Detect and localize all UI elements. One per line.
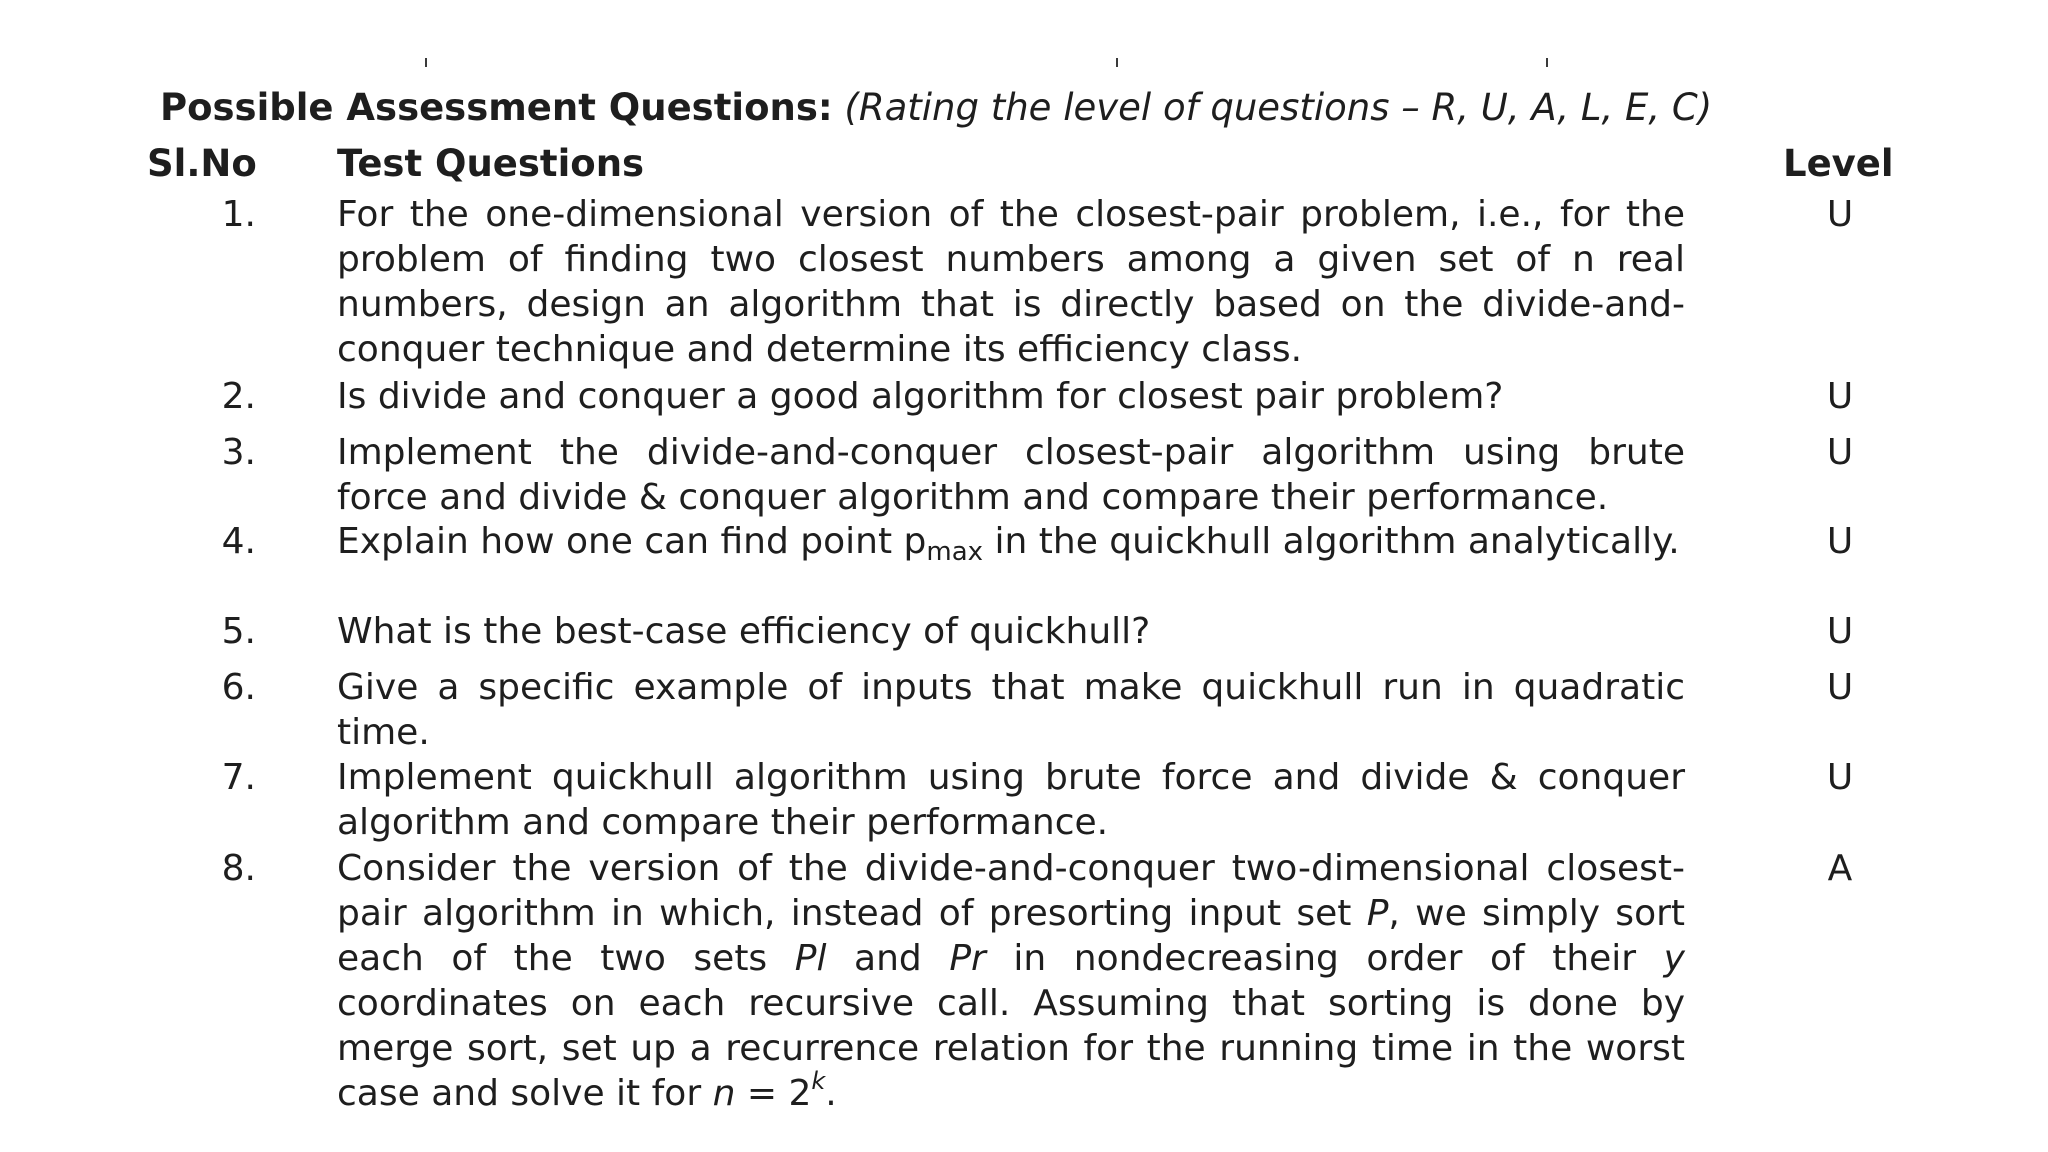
variable-y: y bbox=[1663, 938, 1685, 979]
question-text-part: = 2 bbox=[735, 1073, 812, 1114]
cutoff-mark bbox=[1546, 58, 1548, 67]
section-heading bbox=[160, 82, 1712, 134]
question-number: 5. bbox=[221, 611, 256, 652]
question-text-part: and bbox=[826, 938, 950, 979]
question-text: Implement the divide-and-conquer closest-pair algorithm using brute force and divide & conquer algorithm and compare their performance. bbox=[337, 432, 1685, 518]
question-text: Give a specific example of inputs that make quickhull run in quadratic time. bbox=[337, 667, 1685, 753]
column-header-questions: Test Questions bbox=[337, 142, 645, 185]
question-level: U bbox=[1826, 521, 1854, 562]
question-level: A bbox=[1827, 848, 1853, 889]
question-level: U bbox=[1826, 757, 1854, 798]
question-number: 4. bbox=[221, 521, 256, 562]
question-text-part: in nondecreasing order of their bbox=[985, 938, 1664, 979]
question-text: Implement quickhull algorithm using brute force and divide & conquer algorithm and compare their performance. bbox=[337, 757, 1685, 843]
variable-n: n bbox=[712, 1073, 736, 1114]
question-text-part: , we simply sort each of the two sets bbox=[337, 893, 1686, 979]
superscript-k: k bbox=[811, 1067, 826, 1095]
question-number: 8. bbox=[221, 848, 256, 889]
question-number: 7. bbox=[221, 757, 256, 798]
cutoff-mark bbox=[425, 58, 427, 67]
question-text-part: in the quickhull algorithm analytically. bbox=[983, 521, 1680, 562]
variable-P: P bbox=[1366, 893, 1389, 934]
question-text bbox=[337, 846, 1685, 1116]
question-text: Is divide and conquer a good algorithm for closest pair problem? bbox=[337, 376, 1504, 417]
column-header-slno: Sl.No bbox=[147, 142, 257, 185]
question-number: 6. bbox=[221, 667, 256, 708]
question-text: For the one-dimensional version of the closest-pair problem, i.e., for the problem of finding two closest numbers among a given set of n real numbers, design an algorithm that is directly based on the divide-and-conquer technique and determine its efficiency class. bbox=[337, 194, 1685, 370]
question-text-part: coordinates on each recursive call. Assuming that sorting is done by merge sort, set up a recurrence relation for the running time in the worst case and solve it for bbox=[337, 983, 1685, 1114]
question-level: U bbox=[1826, 667, 1854, 708]
heading-title: Possible Assessment Questions: bbox=[160, 86, 833, 129]
variable-Pr: Pr bbox=[949, 938, 986, 979]
question-text bbox=[337, 519, 1685, 567]
question-text-part: Explain how one can find point p bbox=[337, 521, 927, 562]
cutoff-mark bbox=[1116, 58, 1118, 67]
question-text: What is the best-case efficiency of quickhull? bbox=[337, 611, 1151, 652]
question-level: U bbox=[1826, 376, 1854, 417]
question-number: 1. bbox=[221, 194, 256, 235]
variable-Pl: Pl bbox=[794, 938, 827, 979]
question-level: U bbox=[1826, 194, 1854, 235]
question-level: U bbox=[1826, 432, 1854, 473]
subscript-max: max bbox=[926, 537, 984, 567]
column-header-level: Level bbox=[1783, 142, 1894, 185]
question-number: 2. bbox=[221, 376, 256, 417]
question-level: U bbox=[1826, 611, 1854, 652]
question-text-part: Consider the version of the divide-and-conquer two-dimensional closest-pair algorithm in which, instead of presorting input set bbox=[337, 848, 1685, 934]
question-number: 3. bbox=[221, 432, 256, 473]
question-text-part: . bbox=[825, 1073, 837, 1114]
heading-rating-note: (Rating the level of questions – R, U, A, L, E, C) bbox=[844, 86, 1713, 129]
